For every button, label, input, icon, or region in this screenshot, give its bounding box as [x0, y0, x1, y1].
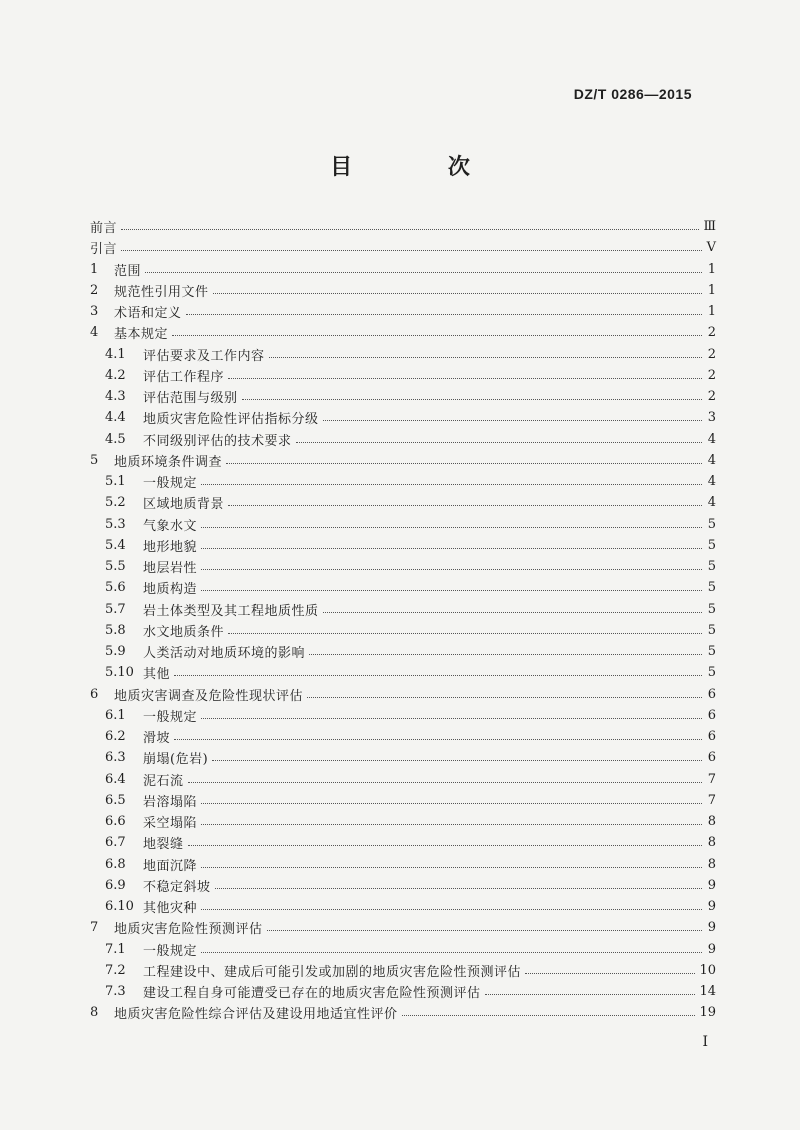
toc-entry[interactable] — [90, 641, 716, 662]
toc-entry-number: 6.2 — [105, 729, 126, 745]
toc-entry[interactable] — [90, 259, 716, 280]
toc-entry[interactable] — [90, 811, 716, 832]
toc-entry-number: 7.1 — [105, 941, 126, 957]
dot-leader — [201, 867, 702, 868]
toc-entry[interactable] — [90, 556, 716, 577]
toc-entry-page: 5 — [707, 559, 716, 575]
dot-leader — [201, 569, 702, 570]
toc-entry[interactable] — [90, 832, 716, 853]
toc-entry-number: 5.7 — [105, 601, 126, 617]
toc-entry-number: 6.5 — [105, 792, 126, 808]
dot-leader — [201, 484, 702, 485]
toc-entry-title: 建设工程自身可能遭受已存在的地质灾害危险性预测评估 — [143, 986, 481, 1002]
toc-entry[interactable] — [90, 1002, 716, 1023]
toc-entry-page: 9 — [707, 899, 716, 915]
dot-leader — [228, 378, 702, 379]
toc-entry-title: 泥石流 — [143, 773, 184, 789]
toc-entry-page: 2 — [707, 367, 716, 383]
standard-code: DZ/T 0286—2015 — [573, 86, 692, 102]
toc-entry-title: 气象水文 — [143, 518, 198, 534]
toc-entry-number: 5.1 — [105, 474, 126, 490]
toc-entry-number: 5.6 — [105, 580, 126, 596]
toc-entry-page: 5 — [707, 665, 716, 681]
toc-entry-page: 4 — [707, 431, 716, 447]
toc-entry[interactable] — [90, 620, 716, 641]
toc-entry[interactable] — [90, 705, 716, 726]
toc-entry-title: 其他灾种 — [143, 901, 198, 917]
dot-leader — [174, 739, 702, 740]
dot-leader — [213, 293, 702, 294]
toc-entry-number: 2 — [90, 282, 99, 298]
toc-entry-page: 2 — [707, 346, 716, 362]
toc-entry-page: 2 — [707, 325, 716, 341]
toc-entry[interactable] — [90, 492, 716, 513]
toc-entry-title: 水文地质条件 — [143, 624, 225, 640]
dot-leader — [201, 590, 702, 591]
dot-leader — [188, 782, 702, 783]
toc-entry-number: 6.3 — [105, 750, 126, 766]
toc-entry-page: 8 — [707, 856, 716, 872]
toc-entry[interactable] — [90, 365, 716, 386]
toc-entry-page: 1 — [707, 304, 716, 320]
dot-leader — [201, 718, 702, 719]
toc-entry-page: 5 — [707, 580, 716, 596]
toc-entry[interactable] — [90, 769, 716, 790]
toc-entry-number: 5.10 — [105, 665, 134, 681]
toc-entry-number: 4.1 — [105, 346, 126, 362]
toc-entry-number: 5.5 — [105, 559, 126, 575]
toc-entry-number: 4.2 — [105, 367, 126, 383]
dot-leader — [215, 888, 702, 889]
toc-entry[interactable] — [90, 407, 716, 428]
toc-entry-title: 崩塌(危岩) — [143, 752, 209, 768]
toc-entry-page: 19 — [699, 1005, 716, 1021]
toc-entry[interactable] — [90, 429, 716, 450]
toc-entry-page: 9 — [707, 941, 716, 957]
toc-entry[interactable] — [90, 981, 716, 1002]
toc-entry-title: 不同级别评估的技术要求 — [143, 433, 292, 449]
toc-entry[interactable] — [90, 790, 716, 811]
dot-leader — [145, 272, 702, 273]
toc-entry-title: 地质灾害调查及危险性现状评估 — [114, 688, 304, 704]
toc-entry-number: 6.9 — [105, 877, 126, 893]
toc-entry-title: 不稳定斜坡 — [143, 879, 211, 895]
toc-entry[interactable] — [90, 875, 716, 896]
toc-entry-page: 6 — [707, 707, 716, 723]
toc-entry-title: 工程建设中、建成后可能引发或加剧的地质灾害危险性预测评估 — [143, 964, 522, 980]
toc-entry[interactable] — [90, 450, 716, 471]
toc-entry-page: 5 — [707, 622, 716, 638]
toc-entry-page: 3 — [707, 410, 716, 426]
toc-entry-number: 6.8 — [105, 856, 126, 872]
toc-entry-title: 一般规定 — [143, 709, 198, 725]
dot-leader — [226, 463, 702, 464]
dot-leader — [269, 357, 702, 358]
toc-entry-title: 基本规定 — [114, 327, 169, 343]
toc-entry-title: 地层岩性 — [143, 561, 198, 577]
dot-leader — [323, 420, 702, 421]
toc-entry-number: 7 — [90, 920, 99, 936]
toc-entry[interactable] — [90, 471, 716, 492]
toc-entry-title: 人类活动对地质环境的影响 — [143, 646, 306, 662]
toc-entry-title: 评估要求及工作内容 — [143, 348, 265, 364]
dot-leader — [201, 527, 702, 528]
toc-entry-number: 1 — [90, 261, 99, 277]
toc-entry[interactable] — [90, 599, 716, 620]
toc-entry-title: 前言 — [90, 221, 118, 237]
toc-entry-page: 5 — [707, 644, 716, 660]
toc-entry-number: 5.3 — [105, 516, 126, 532]
toc-entry-title: 地面沉降 — [143, 858, 198, 874]
toc-entry-title: 规范性引用文件 — [114, 284, 209, 300]
toc-entry-page: 5 — [707, 601, 716, 617]
toc-entry-number: 6.1 — [105, 707, 126, 723]
toc-entry-title: 术语和定义 — [114, 306, 182, 322]
dot-leader — [188, 845, 702, 846]
toc-entry-number: 3 — [90, 304, 99, 320]
toc-entry-page: 9 — [707, 920, 716, 936]
toc-entry-page: 8 — [707, 835, 716, 851]
toc-entry-title: 评估工作程序 — [143, 369, 225, 385]
toc-entry-number: 6.7 — [105, 835, 126, 851]
dot-leader — [201, 548, 702, 549]
dot-leader — [307, 697, 702, 698]
toc-entry-title: 岩溶塌陷 — [143, 794, 198, 810]
toc-entry-title: 岩土体类型及其工程地质性质 — [143, 603, 319, 619]
toc-entry[interactable] — [90, 684, 716, 705]
dot-leader — [323, 612, 702, 613]
toc-entry-page: 7 — [707, 792, 716, 808]
dot-leader — [267, 930, 702, 931]
toc-entry[interactable] — [90, 322, 716, 343]
toc-entry-title: 地质环境条件调查 — [114, 454, 223, 470]
dot-leader — [201, 909, 702, 910]
dot-leader — [121, 250, 702, 251]
toc-entry[interactable] — [90, 854, 716, 875]
dot-leader — [121, 229, 699, 230]
toc-entry-title: 地质灾害危险性评估指标分级 — [143, 412, 319, 428]
dot-leader — [212, 760, 702, 761]
page-number: I — [702, 1034, 708, 1050]
dot-leader — [172, 335, 702, 336]
toc-entry-number: 4.3 — [105, 389, 126, 405]
toc-entry-number: 5.2 — [105, 495, 126, 511]
toc-entry[interactable] — [90, 514, 716, 535]
table-of-contents — [90, 216, 716, 1024]
dot-leader — [174, 675, 702, 676]
toc-entry-title: 范围 — [114, 263, 142, 279]
toc-entry[interactable] — [90, 939, 716, 960]
toc-entry-page: 10 — [699, 962, 716, 978]
toc-entry-number: 4.5 — [105, 431, 126, 447]
toc-entry-title: 区域地质背景 — [143, 497, 225, 513]
dot-leader — [309, 654, 702, 655]
toc-entry[interactable] — [90, 344, 716, 365]
toc-entry-title: 一般规定 — [143, 943, 198, 959]
toc-entry-number: 6 — [90, 686, 99, 702]
dot-leader — [296, 442, 702, 443]
toc-entry-number: 6.4 — [105, 771, 126, 787]
toc-entry[interactable] — [90, 280, 716, 301]
toc-entry-title: 评估范围与级别 — [143, 391, 238, 407]
toc-entry[interactable] — [90, 747, 716, 768]
toc-entry-page: 14 — [699, 984, 716, 1000]
dot-leader — [402, 1015, 696, 1016]
toc-entry-number: 4 — [90, 325, 99, 341]
toc-entry-page: 5 — [707, 516, 716, 532]
toc-entry-page: 2 — [707, 389, 716, 405]
dot-leader — [228, 633, 702, 634]
dot-leader — [186, 314, 702, 315]
dot-leader — [525, 973, 695, 974]
toc-entry-page: 6 — [707, 729, 716, 745]
dot-leader — [485, 994, 696, 995]
toc-entry-number: 5.8 — [105, 622, 126, 638]
toc-entry-page: 8 — [707, 814, 716, 830]
toc-entry-title: 滑坡 — [143, 731, 171, 747]
toc-entry[interactable] — [90, 577, 716, 598]
toc-entry-number: 5.9 — [105, 644, 126, 660]
toc-entry-number: 4.4 — [105, 410, 126, 426]
toc-entry-number: 8 — [90, 1005, 99, 1021]
dot-leader — [242, 399, 702, 400]
toc-entry[interactable] — [90, 216, 716, 237]
toc-entry-page: 1 — [707, 261, 716, 277]
toc-entry-page: 9 — [707, 877, 716, 893]
toc-entry-page: 7 — [707, 771, 716, 787]
dot-leader — [228, 505, 702, 506]
dot-leader — [201, 952, 702, 953]
toc-entry-page: 1 — [707, 282, 716, 298]
toc-entry-page: 6 — [707, 750, 716, 766]
toc-entry[interactable] — [90, 726, 716, 747]
toc-entry-page: 4 — [707, 474, 716, 490]
toc-entry[interactable] — [90, 301, 716, 322]
toc-entry[interactable] — [90, 237, 716, 258]
toc-entry-page: 6 — [707, 686, 716, 702]
toc-entry-title: 其他 — [143, 667, 171, 683]
toc-entry[interactable] — [90, 535, 716, 556]
toc-entry-number: 5.4 — [105, 537, 126, 553]
dot-leader — [201, 824, 702, 825]
toc-entry-title: 引言 — [90, 242, 118, 258]
toc-entry-page: Ⅲ — [703, 219, 716, 235]
toc-entry-number: 6.6 — [105, 814, 126, 830]
toc-entry-title: 地质灾害危险性预测评估 — [114, 922, 263, 938]
toc-entry-title: 地质灾害危险性综合评估及建设用地适宜性评价 — [114, 1007, 398, 1023]
toc-entry-title: 地裂缝 — [143, 837, 184, 853]
toc-entry-page: 5 — [707, 537, 716, 553]
toc-entry-title: 地形地貌 — [143, 539, 198, 555]
toc-entry[interactable] — [90, 386, 716, 407]
toc-entry-title: 地质构造 — [143, 582, 198, 598]
toc-entry-title: 一般规定 — [143, 476, 198, 492]
toc-entry-title: 采空塌陷 — [143, 816, 198, 832]
page-title: 目 次 — [330, 155, 514, 180]
toc-entry-page: Ⅴ — [706, 240, 716, 256]
toc-entry-page: 4 — [707, 495, 716, 511]
toc-entry-page: 4 — [707, 452, 716, 468]
toc-entry[interactable] — [90, 662, 716, 683]
toc-entry-number: 7.2 — [105, 962, 126, 978]
toc-entry[interactable] — [90, 917, 716, 938]
toc-entry-number: 7.3 — [105, 984, 126, 1000]
dot-leader — [201, 803, 702, 804]
toc-entry-number: 5 — [90, 452, 99, 468]
toc-entry[interactable] — [90, 896, 716, 917]
toc-entry-number: 6.10 — [105, 899, 134, 915]
toc-entry[interactable] — [90, 960, 716, 981]
